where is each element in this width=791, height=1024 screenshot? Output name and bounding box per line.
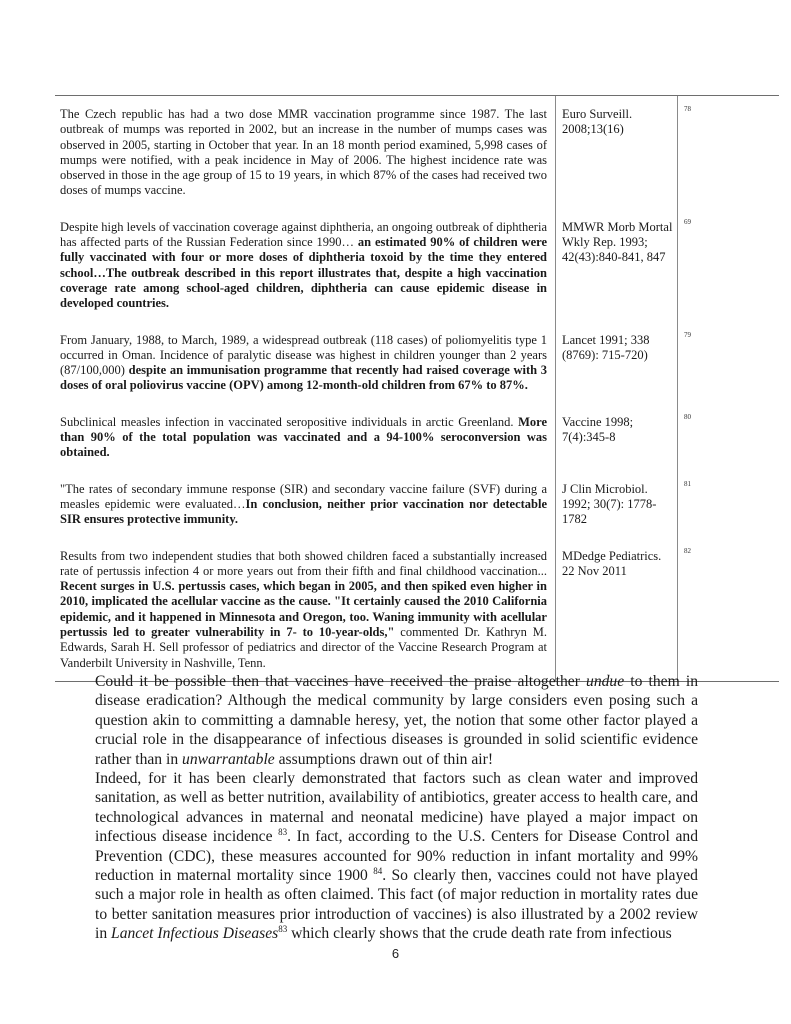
reference-number: 80 — [678, 404, 780, 471]
source-cell: J Clin Microbiol. 1992; 30(7): 1778-1782 — [556, 471, 678, 538]
quote-emphasis: an estimated 90% of children were fully vaccinated with four or more doses of diphtheria toxoid by the time they entered school…The outbreak described in this report illustrates that, despite a high vaccination coverage rate among school-aged children, diphtheria can cause epidemic disease in developed countries. — [60, 235, 547, 311]
footnote-ref: 83 — [278, 827, 288, 838]
quote-text: Results from two independent studies that both showed children faced a substantially increased rate of pertussis infection 4 or more years out from their fifth and final childhood vaccination... — [60, 548, 547, 578]
quote-cell — [55, 538, 556, 681]
source-cell: Lancet 1991; 338 (8769): 715-720) — [556, 322, 678, 404]
quote-text: From January, 1988, to March, 1989, a widespread outbreak (118 cases) of poliomyelitis type 1 occurred in Oman. Incidence of paralytic disease was highest in children younger than 2 years (87/100,000) — [60, 332, 547, 378]
reference-number: 78 — [678, 96, 780, 209]
quote-text: The Czech republic has had a two dose MMR vaccination programme since 1987. The last outbreak of mumps was reported in 2002, but an increase in the number of mumps cases was observed in 2005, starting in October that year. In an 18 month period examined, 5,998 cases of mumps were notified, with a peak incidence in May of 2006. The highest incidence rate was observed in those in the age group of 15 to 19 years, in which 87% of the cases had received two doses of mumps vaccine. — [60, 107, 547, 198]
source-cell: Euro Surveill. 2008;13(16) — [556, 96, 678, 209]
reference-number: 69 — [678, 209, 780, 322]
quote-emphasis: In conclusion, neither prior vaccination nor detectable SIR ensures protective immunity. — [60, 496, 547, 527]
paragraph-2: Indeed, for it has been clearly demonstrated that factors such as clean water and improved sanitation, as well as better nutrition, availability of antibiotics, greater access to health care, and technological advances in maternal and neonatal medicine) have played a major impact on infectious disease incidence $^{83}$. In fact, according to the U.S. Centers for Disease Control and Prevention (CDC), these measures accounted for 90% reduction in infant mortality and 99% reduction in maternal mortality since 1900 $^{84}$. So clearly then, vaccines could not have played such a major role in health as often claimed. This fact (of major reduction in mortality rates due to better sanitation measures prior introduction of vaccines) is also illustrated by a 2002 review in Lancet Infectious Diseases$^{83}$ which clearly shows that the crude death rate from infectious — [95, 770, 698, 943]
italic-unwarrantable: unwarrantable — [182, 750, 275, 768]
table-row — [55, 404, 779, 471]
quote-text: commented Dr. Kathryn M. Edwards, Sarah H. Sell professor of pediatrics and director of the Vaccine Research Program at Vanderbilt University in Nashville, Tenn. — [60, 625, 547, 670]
quote-emphasis: Recent surges in U.S. pertussis cases, which began in 2005, and then spiked even higher in 2010, implicated the acellular vaccine as the cause. "It certainly caused the 2010 California epidemic, and it happened in Minnesota and Oregon, too. Waning immunity with acellular pertussis led to greater vulnerability in 7- to 10-year-olds," — [60, 579, 547, 640]
table-row — [55, 471, 779, 538]
journal-title: Lancet Infectious Diseases — [111, 925, 279, 943]
table-row — [55, 538, 779, 681]
table-row — [55, 322, 779, 404]
body-text — [95, 672, 698, 944]
quote-text: Despite high levels of vaccination coverage against diphtheria, an ongoing outbreak of diphtheria has affected parts of the Russian Federation since 1990… — [60, 219, 547, 250]
italic-undue: undue — [586, 673, 625, 690]
quote-emphasis: despite an immunisation programme that recently had raised coverage with 3 doses of oral poliovirus vaccine (OPV) among 12-month-old children from 67% to 87%. — [60, 363, 547, 393]
paragraph-1: Could it be possible then that vaccines have received the praise altogether undue to them in disease eradication? Although the medical community by large considers even posing such a question akin to committing a damnable heresy, yet, the notion that some other factor played a crucial role in the disappearance of infectious diseases is grounded in solid scientific evidence rather than in unwarrantable assumptions drawn out of thin air! — [95, 673, 698, 768]
quote-text: "The rates of secondary immune response (SIR) and secondary vaccine failure (SVF) during a measles epidemic were evaluated… — [60, 481, 547, 511]
source-cell: MDedge Pediatrics. 22 Nov 2011 — [556, 538, 678, 681]
quote-cell — [55, 471, 556, 538]
citations-table — [55, 96, 779, 681]
table-row — [55, 96, 779, 209]
quote-cell — [55, 96, 556, 209]
source-cell: Vaccine 1998; 7(4):345-8 — [556, 404, 678, 471]
page-number: 6 — [391, 946, 400, 961]
reference-number: 82 — [678, 538, 780, 681]
quote-cell — [55, 322, 556, 404]
reference-number: 79 — [678, 322, 780, 404]
footnote-ref: 83 — [278, 924, 288, 935]
footnote-ref: 84 — [373, 865, 383, 876]
quote-emphasis: More than 90% of the total population was vaccinated and a 94-100% seroconversion was obtained. — [60, 414, 547, 460]
citations-table-wrapper — [55, 95, 779, 682]
table-row — [55, 209, 779, 322]
source-cell: MMWR Morb Mortal Wkly Rep. 1993; 42(43):840-841, 847 — [556, 209, 678, 322]
quote-text: Subclinical measles infection in vaccinated seropositive individuals in arctic Greenland. — [60, 414, 519, 429]
quote-cell — [55, 404, 556, 471]
reference-number: 81 — [678, 471, 780, 538]
quote-cell — [55, 209, 556, 322]
